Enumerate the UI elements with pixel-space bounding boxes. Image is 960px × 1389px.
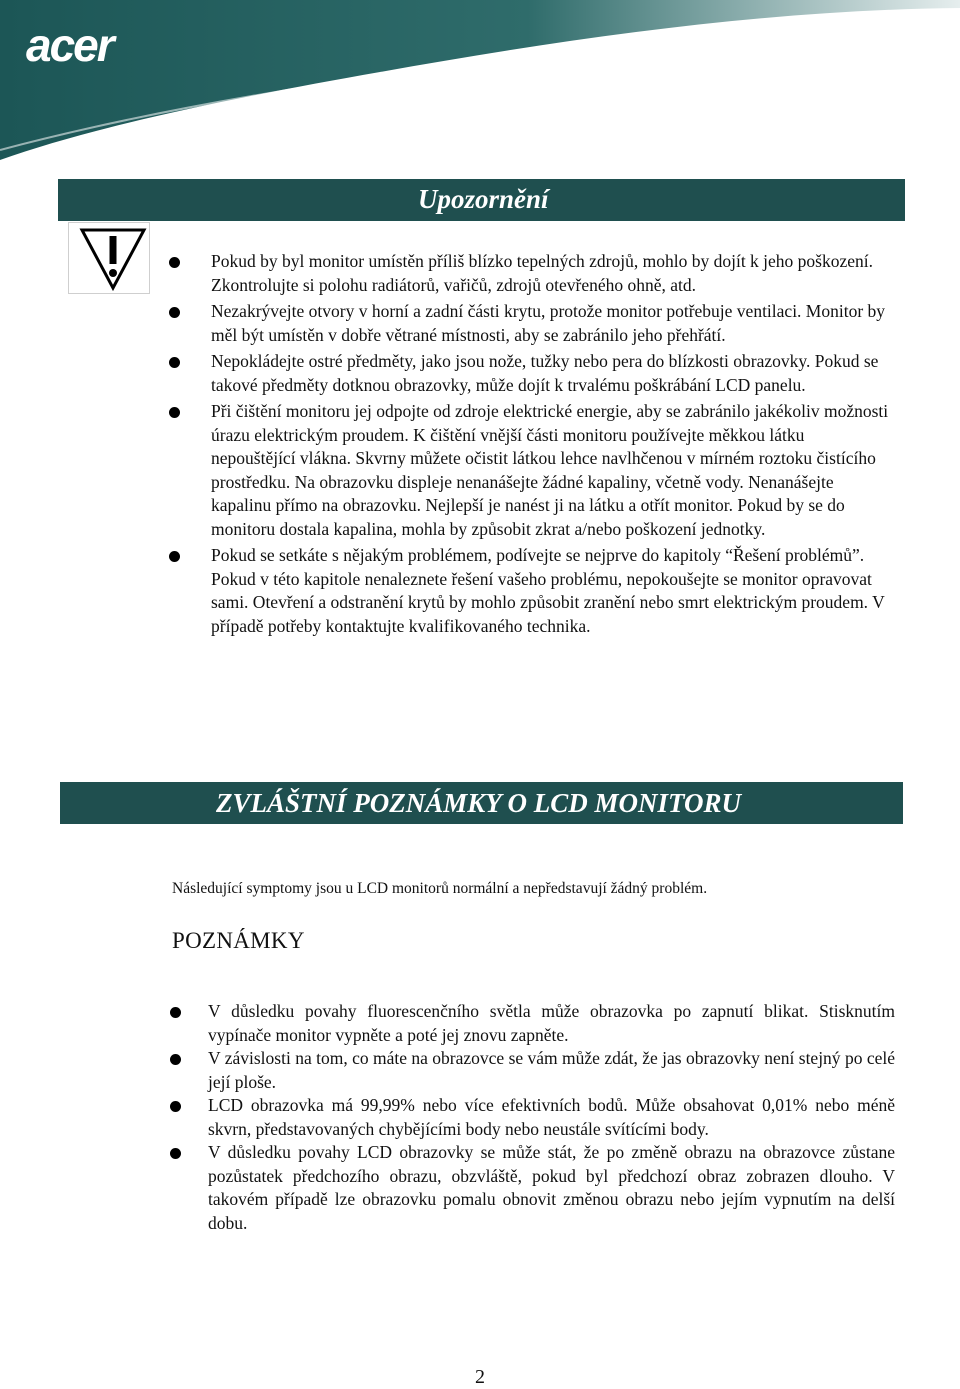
- notes-list: [208, 1000, 895, 1235]
- lcd-section-header: [60, 782, 903, 824]
- acer-logo: acer: [26, 19, 113, 71]
- warning-triangle-icon: [68, 222, 150, 294]
- lcd-section-title: ZVLÁŠTNÍ POZNÁMKY O LCD MONITORU: [216, 788, 742, 818]
- list-item: Pokud se setkáte s nějakým problémem, podívejte se nejprve do kapitoly “Řešení problémů”. Pokud v této kapitole nenaleznete řešení vašeho problému, nepokoušejte se monitor opravovat sami. Otevření a odstranění krytů by mohlo způsobit zranění nebo smrt elektrickým proudem. V případě potřeby kontaktujte kvalifikovaného technika.: [211, 544, 893, 638]
- notes-heading: POZNÁMKY: [172, 928, 305, 953]
- header-band: [0, 0, 960, 160]
- list-item: Pokud by byl monitor umístěn příliš blízko tepelných zdrojů, mohlo by dojít k jeho poškození. Zkontrolujte si polohu radiátorů, vařičů, zdrojů otevřeného ohně, atd.: [211, 250, 893, 297]
- warning-section-title: Upozornění: [418, 184, 549, 214]
- list-item: LCD obrazovka má 99,99% nebo více efektivních bodů. Může obsahovat 0,01% nebo méně skvrn, představovaných chybějícími body nebo neustále svítícími body.: [208, 1094, 895, 1141]
- list-item: Nepokládejte ostré předměty, jako jsou nože, tužky nebo pera do blízkosti obrazovky. Pokud se takové předměty dotknou obrazovky, může dojít k trvalému poškrábání LCD panelu.: [211, 350, 893, 397]
- warning-section-header: [58, 179, 905, 221]
- list-item: V závislosti na tom, co máte na obrazovce se vám může zdát, že jas obrazovky není stejný po celé její ploše.: [208, 1047, 895, 1094]
- list-item: V důsledku povahy fluorescenčního světla může obrazovka po zapnutí blikat. Stisknutím vypínače monitor vypněte a poté jej znovu zapněte.: [208, 1000, 895, 1047]
- list-item: V důsledku povahy LCD obrazovky se může stát, že po změně obrazu na obrazovce zůstane pozůstatek předchozího obrazu, obzvláště, pokud byl předchozí obraz zobrazen dlouho. V takovém případě lze obrazovku pomalu obnovit změnou obrazu nebo jejím vypnutím na delší dobu.: [208, 1141, 895, 1235]
- lcd-intro-text: Následující symptomy jsou u LCD monitorů normální a nepředstavují žádný problém.: [172, 880, 708, 897]
- list-item: Nezakrývejte otvory v horní a zadní části krytu, protože monitor potřebuje ventilaci. Monitor by měl být umístěn v dobře větrané místnosti, aby se zabránilo jeho přehřátí.: [211, 300, 893, 347]
- list-item: Při čištění monitoru jej odpojte od zdroje elektrické energie, aby se zabránilo jakékoliv možnosti úrazu elektrickým proudem. K čištění vnější části monitoru používejte měkkou látku nepouštějící vlákna. Skvrny můžete očistit látkou lehce navlhčenou v mírném roztoku čistícího prostředku. Na obrazovku displeje nenanášejte žádné kapaliny, včetně vody. Nenanášejte kapalinu přímo na obrazovku. Nejlepší je nanést ji na látku a otřít monitor. Pokud by se do monitoru dostala kapalina, mohla by způsobit zkrat a/nebo poškození jednotky.: [211, 400, 893, 541]
- warning-list: [211, 250, 893, 641]
- page-number: 2: [475, 1366, 485, 1388]
